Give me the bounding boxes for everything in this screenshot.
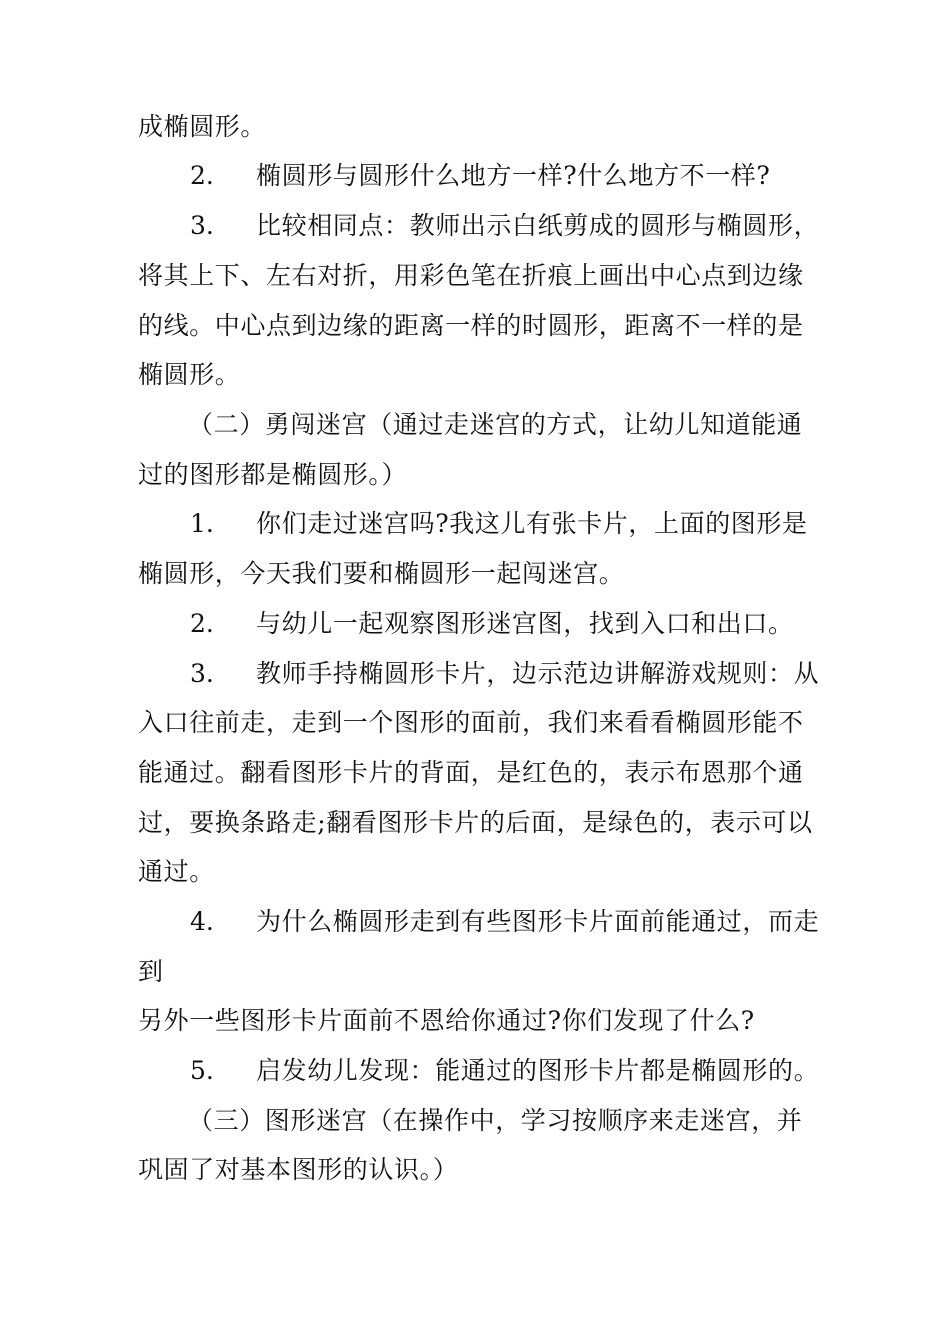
text-line-8: 过的图形都是椭圆形。）	[138, 460, 408, 489]
text-line-16: 通过。	[138, 857, 215, 886]
text-line-5: 的线。中心点到边缘的距离一样的时圆形，距离不一样的是	[138, 311, 804, 340]
text-line-18: 到	[138, 957, 164, 986]
section-heading-2: （二）勇闯迷宫（通过走迷宫的方式，让幼儿知道能通	[188, 410, 803, 439]
list-item-text-2b: 与幼儿一起观察图形迷宫图，找到入口和出口。	[256, 609, 794, 638]
text-line-10: 椭圆形，今天我们要和椭圆形一起闯迷宫。	[138, 559, 625, 588]
text-line-13: 入口往前走，走到一个图形的面前，我们来看看椭圆形能不	[138, 708, 804, 737]
text-line-6: 椭圆形。	[138, 360, 241, 389]
section-heading-3: （三）图形迷宫（在操作中，学习按顺序来走迷宫，并	[188, 1106, 803, 1135]
list-item-text-2: 椭圆形与圆形什么地方一样?什么地方不一样?	[256, 161, 771, 190]
list-number-2b: 2.	[190, 609, 214, 638]
list-number-5: 5.	[190, 1056, 214, 1085]
list-number-3b: 3.	[190, 659, 214, 688]
list-number-1: 1.	[190, 509, 214, 538]
list-number-4: 4.	[190, 907, 214, 936]
list-number-3: 3.	[190, 211, 214, 240]
list-item-text-1: 你们走过迷宫吗?我这儿有张卡片，上面的图形是	[256, 509, 808, 538]
list-item-text-3b: 教师手持椭圆形卡片，边示范边讲解游戏规则：从	[256, 659, 820, 688]
text-line-1: 成椭圆形。	[138, 112, 267, 141]
text-line-14: 能通过。翻看图形卡片的背面，是红色的，表示布恩那个通	[138, 758, 804, 787]
list-item-text-4: 为什么椭圆形走到有些图形卡片面前能通过，而走	[256, 907, 820, 936]
text-line-22: 巩固了对基本图形的认识。）	[138, 1155, 459, 1184]
list-item-text-3: 比较相同点：教师出示白纸剪成的圆形与椭圆形，	[256, 211, 820, 240]
list-item-text-5: 启发幼儿发现：能通过的图形卡片都是椭圆形的。	[256, 1056, 820, 1085]
text-line-4: 将其上下、左右对折，用彩色笔在折痕上画出中心点到边缘	[138, 261, 804, 290]
text-line-15: 过，要换条路走;翻看图形卡片的后面，是绿色的，表示可以	[138, 808, 813, 837]
text-line-19: 另外一些图形卡片面前不恩给你通过?你们发现了什么?	[138, 1006, 755, 1035]
list-number-2: 2.	[190, 161, 214, 190]
